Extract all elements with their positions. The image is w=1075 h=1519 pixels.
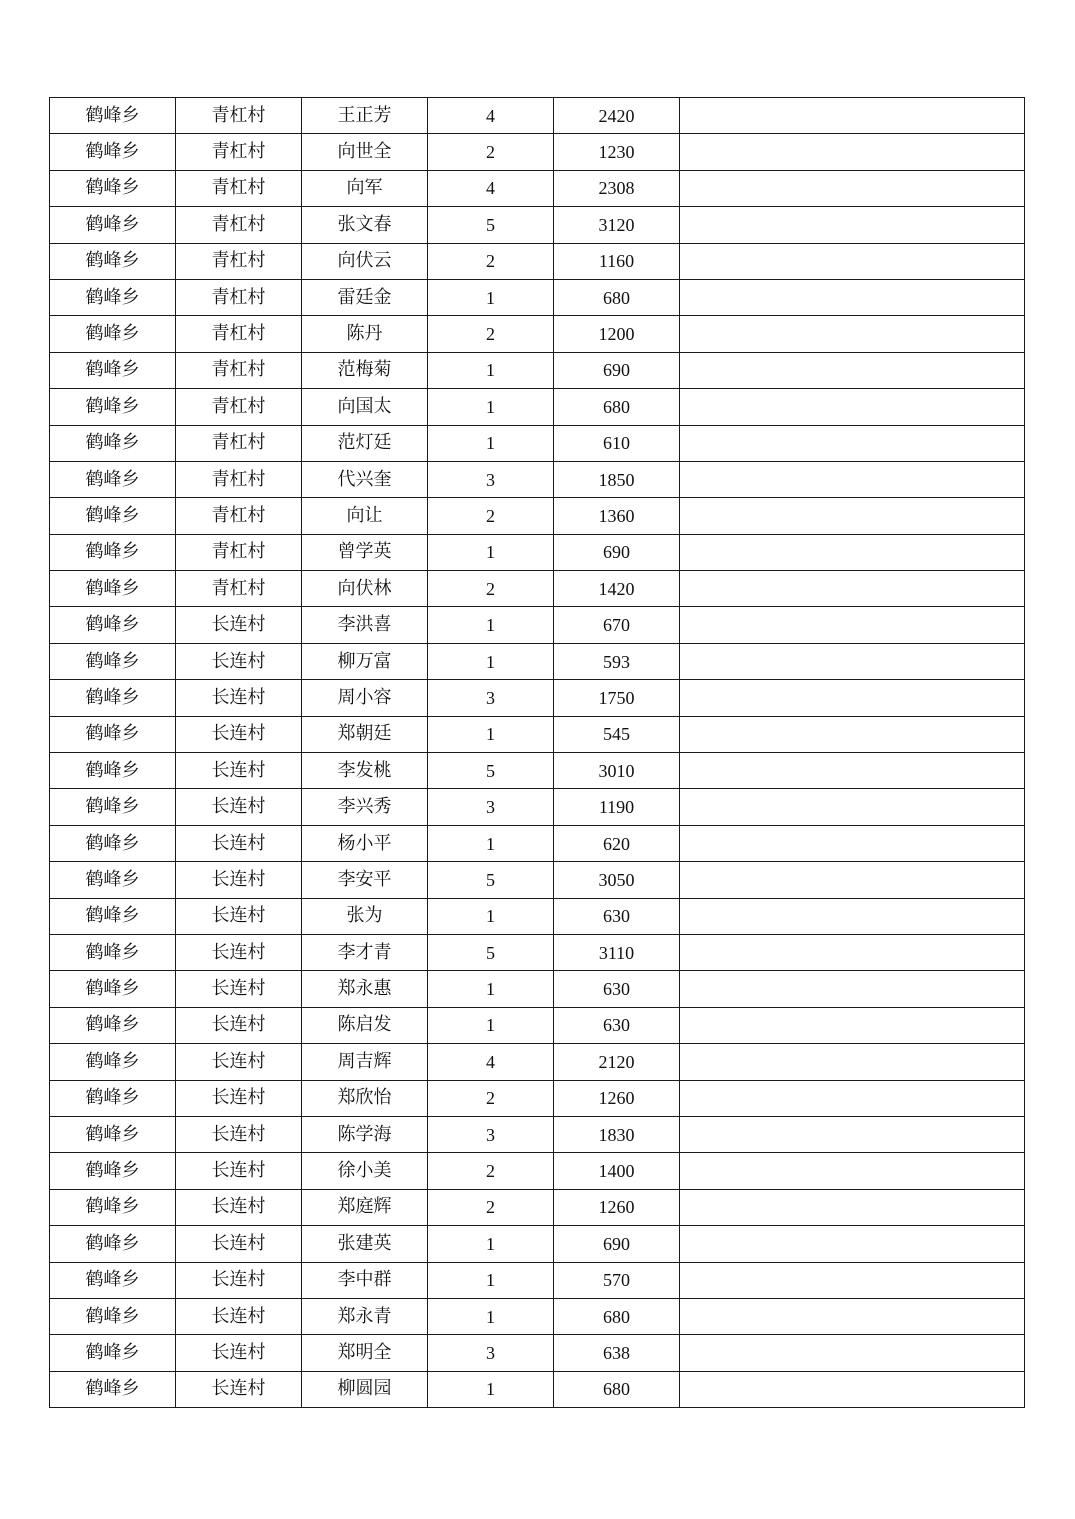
cell-village: 青杠村 <box>176 352 302 388</box>
cell-amount: 610 <box>554 425 680 461</box>
cell-name: 郑欣怡 <box>302 1080 428 1116</box>
cell-amount: 1830 <box>554 1116 680 1152</box>
table-row <box>50 1189 1025 1225</box>
cell-note <box>680 352 1025 388</box>
cell-note <box>680 716 1025 752</box>
cell-amount: 680 <box>554 279 680 315</box>
cell-amount: 1750 <box>554 680 680 716</box>
cell-village: 长连村 <box>176 898 302 934</box>
cell-town: 鹤峰乡 <box>50 716 176 752</box>
cell-village: 长连村 <box>176 1116 302 1152</box>
cell-name: 向国太 <box>302 389 428 425</box>
cell-note <box>680 971 1025 1007</box>
cell-village: 青杠村 <box>176 571 302 607</box>
cell-count: 2 <box>428 134 554 170</box>
table-row <box>50 643 1025 679</box>
cell-count: 1 <box>428 825 554 861</box>
cell-count: 3 <box>428 461 554 497</box>
table-row <box>50 352 1025 388</box>
cell-count: 5 <box>428 862 554 898</box>
table-row <box>50 498 1025 534</box>
cell-village: 青杠村 <box>176 243 302 279</box>
cell-note <box>680 498 1025 534</box>
cell-note <box>680 1371 1025 1407</box>
cell-amount: 2120 <box>554 1044 680 1080</box>
cell-town: 鹤峰乡 <box>50 1335 176 1371</box>
cell-count: 1 <box>428 1226 554 1262</box>
cell-name: 李中群 <box>302 1262 428 1298</box>
cell-village: 长连村 <box>176 643 302 679</box>
cell-note <box>680 316 1025 352</box>
cell-count: 3 <box>428 680 554 716</box>
table-row <box>50 971 1025 1007</box>
cell-town: 鹤峰乡 <box>50 316 176 352</box>
cell-village: 青杠村 <box>176 134 302 170</box>
table-row <box>50 316 1025 352</box>
cell-village: 长连村 <box>176 1080 302 1116</box>
table-row <box>50 1044 1025 1080</box>
cell-name: 柳万富 <box>302 643 428 679</box>
table-row <box>50 1226 1025 1262</box>
table-row <box>50 170 1025 206</box>
cell-amount: 593 <box>554 643 680 679</box>
cell-town: 鹤峰乡 <box>50 1044 176 1080</box>
table-body <box>50 98 1025 1408</box>
cell-name: 张文春 <box>302 207 428 243</box>
cell-note <box>680 825 1025 861</box>
cell-count: 2 <box>428 1189 554 1225</box>
cell-amount: 1260 <box>554 1080 680 1116</box>
cell-count: 1 <box>428 1371 554 1407</box>
cell-village: 青杠村 <box>176 316 302 352</box>
cell-note <box>680 134 1025 170</box>
cell-name: 向伏云 <box>302 243 428 279</box>
table-row <box>50 1080 1025 1116</box>
table-row <box>50 1007 1025 1043</box>
cell-amount: 630 <box>554 971 680 1007</box>
cell-count: 1 <box>428 425 554 461</box>
cell-count: 2 <box>428 1153 554 1189</box>
cell-amount: 2308 <box>554 170 680 206</box>
cell-name: 李发桃 <box>302 753 428 789</box>
cell-village: 长连村 <box>176 753 302 789</box>
cell-town: 鹤峰乡 <box>50 898 176 934</box>
cell-town: 鹤峰乡 <box>50 971 176 1007</box>
cell-amount: 570 <box>554 1262 680 1298</box>
table-row <box>50 862 1025 898</box>
cell-count: 5 <box>428 207 554 243</box>
cell-town: 鹤峰乡 <box>50 643 176 679</box>
cell-note <box>680 862 1025 898</box>
cell-amount: 630 <box>554 1007 680 1043</box>
cell-note <box>680 934 1025 970</box>
cell-count: 1 <box>428 1262 554 1298</box>
cell-name: 张为 <box>302 898 428 934</box>
cell-count: 2 <box>428 243 554 279</box>
cell-note <box>680 789 1025 825</box>
cell-count: 5 <box>428 753 554 789</box>
cell-note <box>680 279 1025 315</box>
cell-village: 长连村 <box>176 1044 302 1080</box>
cell-count: 1 <box>428 716 554 752</box>
cell-note <box>680 207 1025 243</box>
table-row <box>50 98 1025 134</box>
cell-village: 青杠村 <box>176 498 302 534</box>
data-table <box>49 97 1025 1408</box>
cell-village: 长连村 <box>176 1007 302 1043</box>
cell-count: 1 <box>428 352 554 388</box>
cell-amount: 1160 <box>554 243 680 279</box>
table-row <box>50 207 1025 243</box>
table-row <box>50 389 1025 425</box>
cell-amount: 1230 <box>554 134 680 170</box>
cell-amount: 680 <box>554 1371 680 1407</box>
cell-town: 鹤峰乡 <box>50 571 176 607</box>
table-row <box>50 571 1025 607</box>
cell-name: 李洪喜 <box>302 607 428 643</box>
table-row <box>50 825 1025 861</box>
cell-note <box>680 607 1025 643</box>
cell-note <box>680 643 1025 679</box>
cell-amount: 690 <box>554 352 680 388</box>
cell-village: 长连村 <box>176 971 302 1007</box>
cell-town: 鹤峰乡 <box>50 170 176 206</box>
cell-town: 鹤峰乡 <box>50 498 176 534</box>
cell-town: 鹤峰乡 <box>50 352 176 388</box>
table-row <box>50 534 1025 570</box>
cell-count: 1 <box>428 534 554 570</box>
cell-amount: 1360 <box>554 498 680 534</box>
cell-name: 周小容 <box>302 680 428 716</box>
cell-note <box>680 571 1025 607</box>
cell-town: 鹤峰乡 <box>50 1262 176 1298</box>
table-row <box>50 243 1025 279</box>
cell-village: 青杠村 <box>176 534 302 570</box>
cell-name: 陈启发 <box>302 1007 428 1043</box>
cell-name: 范灯廷 <box>302 425 428 461</box>
table-row <box>50 1116 1025 1152</box>
cell-name: 向世全 <box>302 134 428 170</box>
cell-village: 青杠村 <box>176 389 302 425</box>
cell-amount: 620 <box>554 825 680 861</box>
cell-name: 代兴奎 <box>302 461 428 497</box>
cell-name: 郑永惠 <box>302 971 428 1007</box>
cell-village: 青杠村 <box>176 207 302 243</box>
cell-name: 向伏林 <box>302 571 428 607</box>
cell-town: 鹤峰乡 <box>50 1371 176 1407</box>
cell-amount: 1420 <box>554 571 680 607</box>
cell-amount: 1190 <box>554 789 680 825</box>
cell-count: 4 <box>428 170 554 206</box>
cell-amount: 690 <box>554 1226 680 1262</box>
cell-note <box>680 1298 1025 1334</box>
cell-village: 长连村 <box>176 1189 302 1225</box>
cell-count: 2 <box>428 316 554 352</box>
cell-name: 郑明全 <box>302 1335 428 1371</box>
table-row <box>50 279 1025 315</box>
table-row <box>50 753 1025 789</box>
cell-village: 青杠村 <box>176 461 302 497</box>
cell-amount: 630 <box>554 898 680 934</box>
table-row <box>50 898 1025 934</box>
cell-note <box>680 1044 1025 1080</box>
cell-town: 鹤峰乡 <box>50 753 176 789</box>
table-row <box>50 461 1025 497</box>
cell-village: 长连村 <box>176 1371 302 1407</box>
cell-name: 杨小平 <box>302 825 428 861</box>
cell-amount: 670 <box>554 607 680 643</box>
cell-amount: 638 <box>554 1335 680 1371</box>
cell-village: 长连村 <box>176 825 302 861</box>
cell-village: 青杠村 <box>176 425 302 461</box>
table-row <box>50 1298 1025 1334</box>
cell-name: 曾学英 <box>302 534 428 570</box>
cell-village: 长连村 <box>176 1335 302 1371</box>
cell-note <box>680 170 1025 206</box>
cell-name: 李兴秀 <box>302 789 428 825</box>
cell-village: 长连村 <box>176 934 302 970</box>
cell-note <box>680 1007 1025 1043</box>
cell-amount: 680 <box>554 389 680 425</box>
cell-name: 李安平 <box>302 862 428 898</box>
table-row <box>50 789 1025 825</box>
cell-name: 张建英 <box>302 1226 428 1262</box>
cell-note <box>680 753 1025 789</box>
document-page <box>49 97 1024 1408</box>
cell-name: 柳圆园 <box>302 1371 428 1407</box>
cell-note <box>680 898 1025 934</box>
cell-count: 1 <box>428 279 554 315</box>
cell-name: 雷廷金 <box>302 279 428 315</box>
cell-count: 1 <box>428 1007 554 1043</box>
cell-village: 长连村 <box>176 607 302 643</box>
cell-town: 鹤峰乡 <box>50 607 176 643</box>
cell-note <box>680 1335 1025 1371</box>
cell-note <box>680 534 1025 570</box>
cell-village: 长连村 <box>176 789 302 825</box>
cell-amount: 1850 <box>554 461 680 497</box>
cell-town: 鹤峰乡 <box>50 825 176 861</box>
cell-amount: 3120 <box>554 207 680 243</box>
cell-note <box>680 1153 1025 1189</box>
table-row <box>50 934 1025 970</box>
cell-name: 陈丹 <box>302 316 428 352</box>
cell-amount: 545 <box>554 716 680 752</box>
cell-count: 1 <box>428 898 554 934</box>
cell-town: 鹤峰乡 <box>50 534 176 570</box>
table-row <box>50 680 1025 716</box>
cell-note <box>680 98 1025 134</box>
cell-name: 李才青 <box>302 934 428 970</box>
cell-count: 3 <box>428 789 554 825</box>
cell-count: 1 <box>428 971 554 1007</box>
cell-count: 2 <box>428 1080 554 1116</box>
cell-town: 鹤峰乡 <box>50 1080 176 1116</box>
cell-count: 1 <box>428 1298 554 1334</box>
cell-name: 王正芳 <box>302 98 428 134</box>
cell-town: 鹤峰乡 <box>50 1226 176 1262</box>
cell-village: 长连村 <box>176 862 302 898</box>
cell-name: 郑庭辉 <box>302 1189 428 1225</box>
cell-town: 鹤峰乡 <box>50 207 176 243</box>
cell-note <box>680 1262 1025 1298</box>
cell-village: 长连村 <box>176 1298 302 1334</box>
table-row <box>50 1262 1025 1298</box>
cell-count: 1 <box>428 389 554 425</box>
cell-village: 长连村 <box>176 1226 302 1262</box>
cell-name: 徐小美 <box>302 1153 428 1189</box>
cell-amount: 1260 <box>554 1189 680 1225</box>
cell-count: 3 <box>428 1335 554 1371</box>
cell-amount: 3050 <box>554 862 680 898</box>
cell-note <box>680 680 1025 716</box>
cell-count: 2 <box>428 498 554 534</box>
cell-name: 郑朝廷 <box>302 716 428 752</box>
cell-town: 鹤峰乡 <box>50 98 176 134</box>
cell-town: 鹤峰乡 <box>50 1189 176 1225</box>
table-row <box>50 134 1025 170</box>
cell-amount: 690 <box>554 534 680 570</box>
cell-town: 鹤峰乡 <box>50 1298 176 1334</box>
cell-village: 长连村 <box>176 1153 302 1189</box>
cell-village: 长连村 <box>176 680 302 716</box>
cell-amount: 3010 <box>554 753 680 789</box>
cell-count: 1 <box>428 643 554 679</box>
table-row <box>50 716 1025 752</box>
cell-name: 向让 <box>302 498 428 534</box>
cell-count: 5 <box>428 934 554 970</box>
table-row <box>50 607 1025 643</box>
cell-amount: 2420 <box>554 98 680 134</box>
cell-town: 鹤峰乡 <box>50 279 176 315</box>
cell-town: 鹤峰乡 <box>50 389 176 425</box>
cell-name: 郑永青 <box>302 1298 428 1334</box>
cell-note <box>680 389 1025 425</box>
cell-village: 青杠村 <box>176 170 302 206</box>
cell-note <box>680 425 1025 461</box>
cell-town: 鹤峰乡 <box>50 1116 176 1152</box>
cell-note <box>680 461 1025 497</box>
cell-name: 周吉辉 <box>302 1044 428 1080</box>
table-row <box>50 1371 1025 1407</box>
cell-amount: 680 <box>554 1298 680 1334</box>
cell-note <box>680 1116 1025 1152</box>
cell-town: 鹤峰乡 <box>50 1153 176 1189</box>
cell-count: 4 <box>428 1044 554 1080</box>
cell-town: 鹤峰乡 <box>50 862 176 898</box>
cell-town: 鹤峰乡 <box>50 680 176 716</box>
cell-town: 鹤峰乡 <box>50 934 176 970</box>
cell-town: 鹤峰乡 <box>50 461 176 497</box>
table-row <box>50 425 1025 461</box>
cell-town: 鹤峰乡 <box>50 243 176 279</box>
cell-village: 青杠村 <box>176 98 302 134</box>
cell-town: 鹤峰乡 <box>50 425 176 461</box>
cell-note <box>680 1189 1025 1225</box>
cell-town: 鹤峰乡 <box>50 1007 176 1043</box>
cell-amount: 1200 <box>554 316 680 352</box>
table-row <box>50 1335 1025 1371</box>
cell-count: 3 <box>428 1116 554 1152</box>
cell-count: 1 <box>428 607 554 643</box>
cell-village: 长连村 <box>176 716 302 752</box>
cell-name: 范梅菊 <box>302 352 428 388</box>
cell-name: 向军 <box>302 170 428 206</box>
cell-amount: 3110 <box>554 934 680 970</box>
cell-town: 鹤峰乡 <box>50 789 176 825</box>
cell-amount: 1400 <box>554 1153 680 1189</box>
cell-town: 鹤峰乡 <box>50 134 176 170</box>
cell-village: 青杠村 <box>176 279 302 315</box>
cell-note <box>680 1080 1025 1116</box>
cell-count: 2 <box>428 571 554 607</box>
cell-village: 长连村 <box>176 1262 302 1298</box>
cell-count: 4 <box>428 98 554 134</box>
cell-note <box>680 243 1025 279</box>
table-row <box>50 1153 1025 1189</box>
cell-note <box>680 1226 1025 1262</box>
cell-name: 陈学海 <box>302 1116 428 1152</box>
